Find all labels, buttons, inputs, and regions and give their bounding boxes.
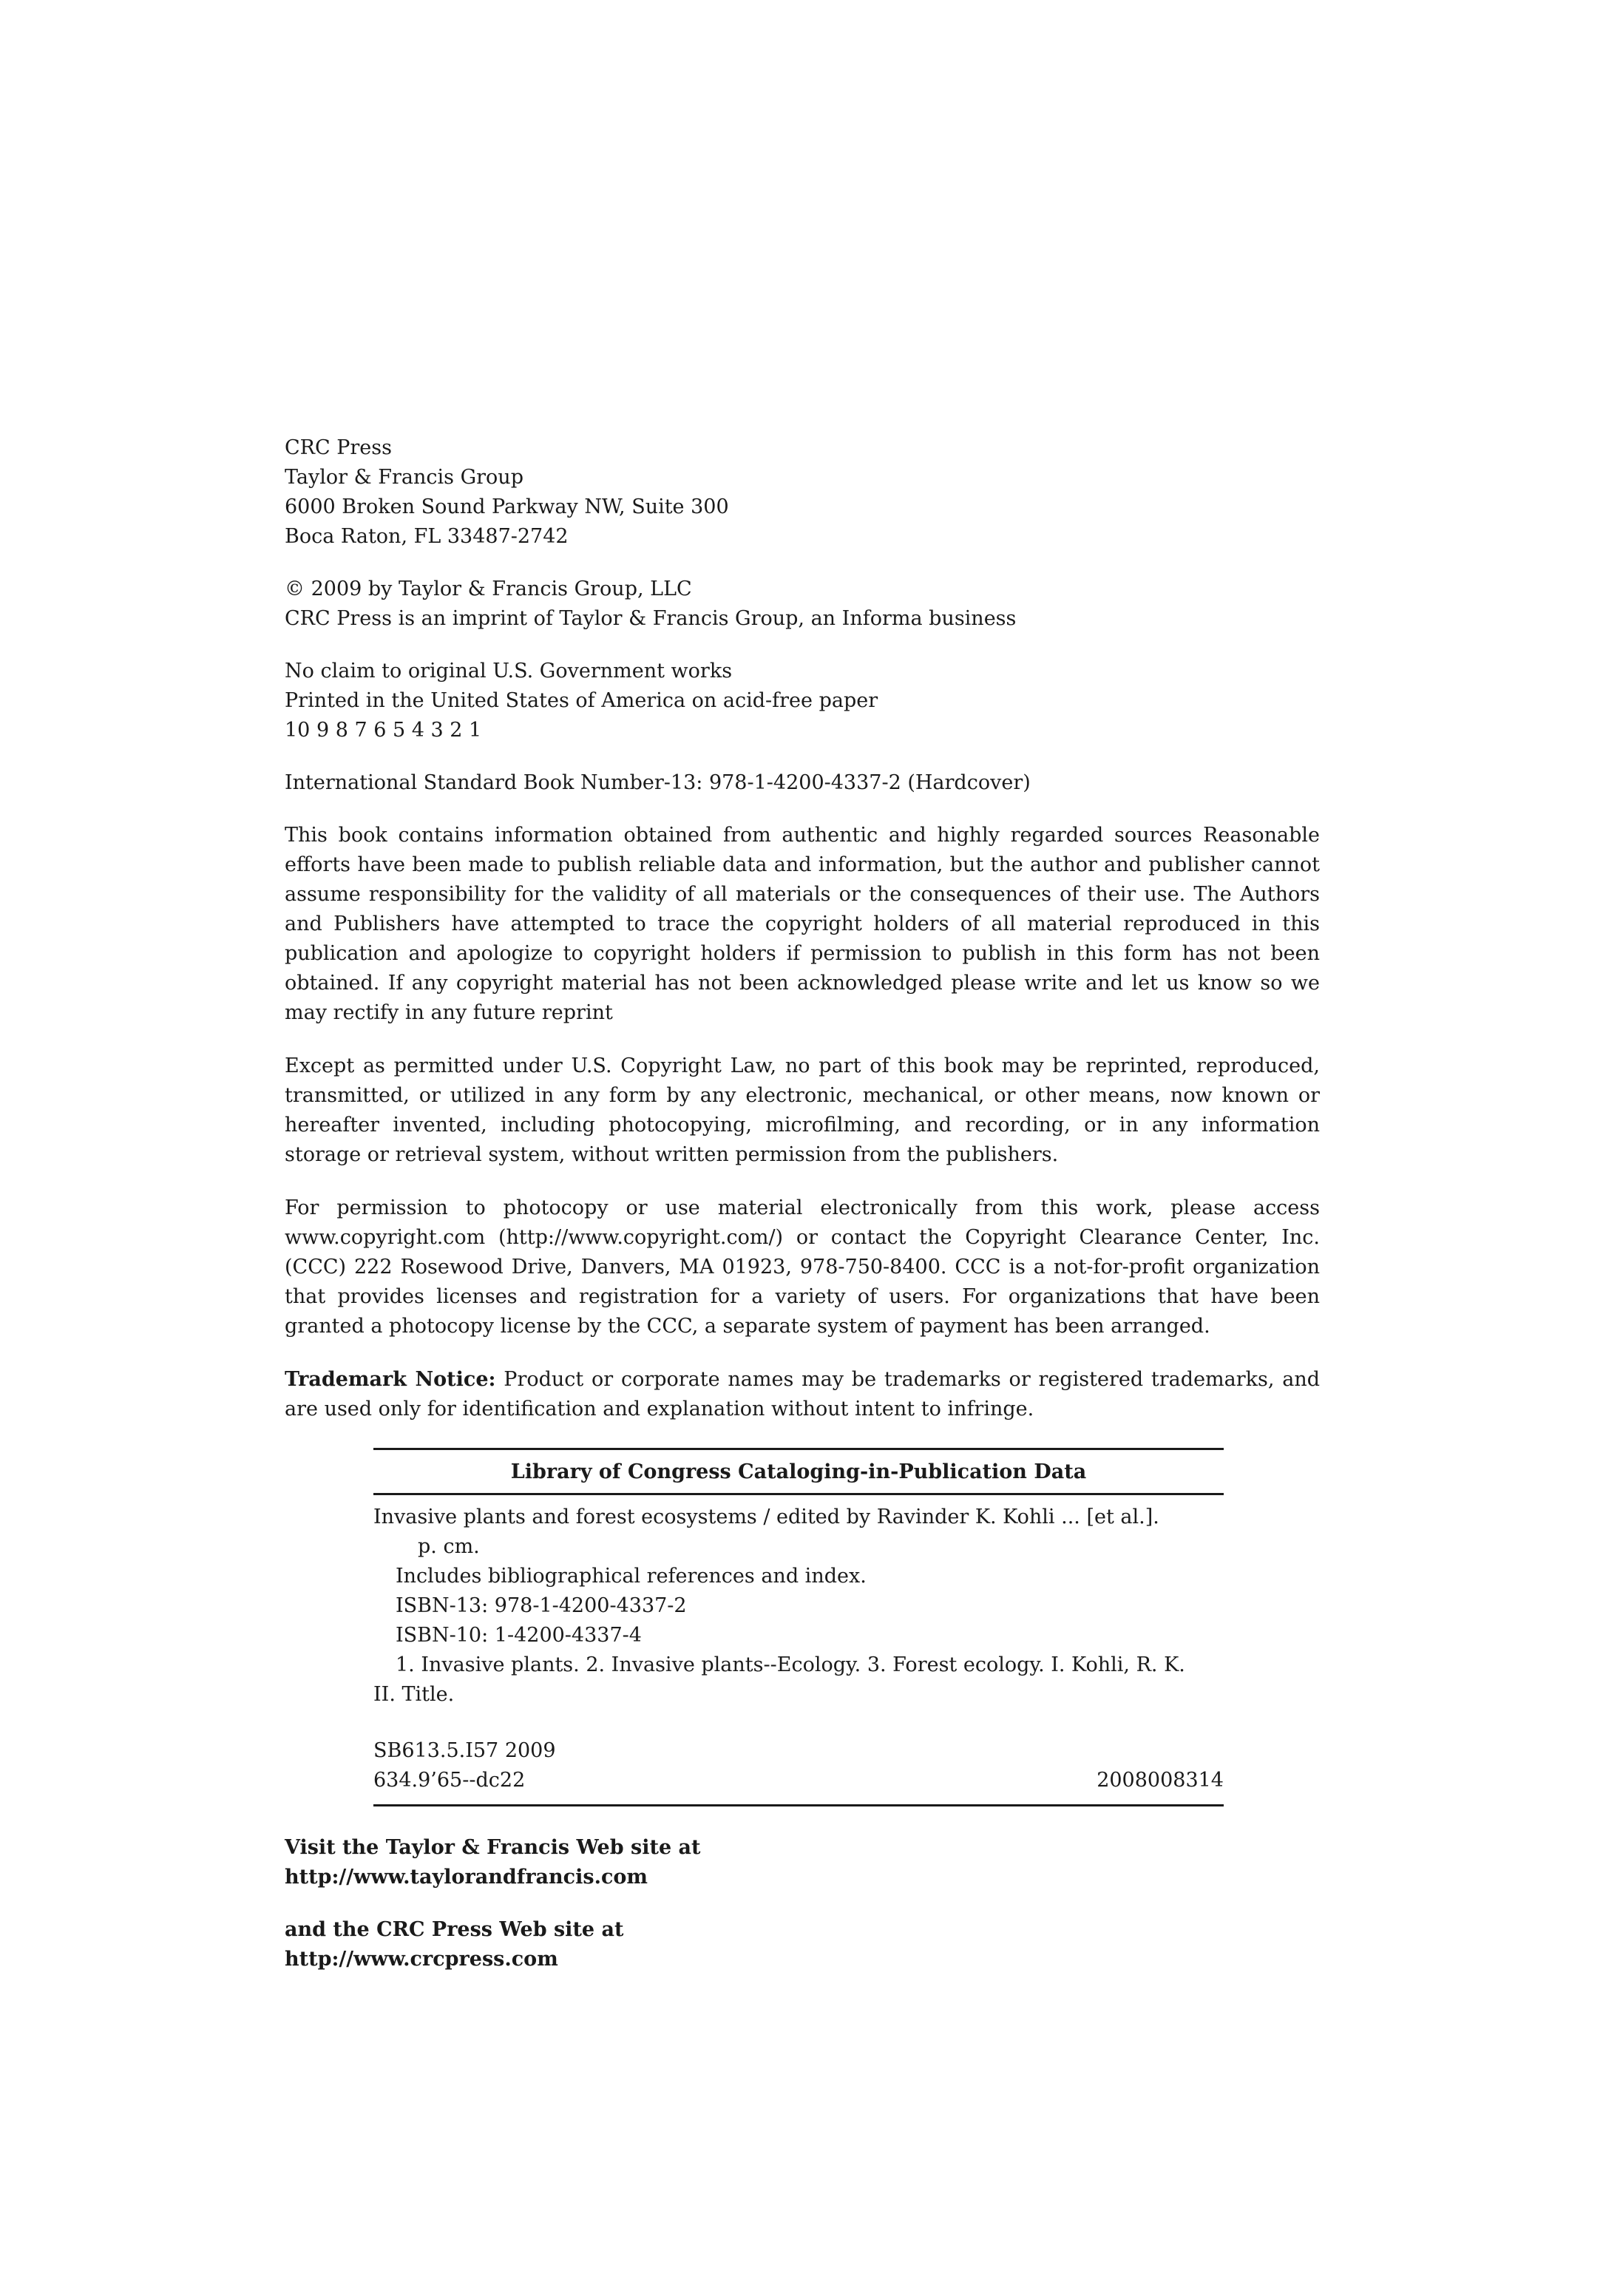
permission-paragraph: For permission to photocopy or use material electronically from this work, please access www.copyright.com (http://www.copyright.com/) or contact the Copyright Clearance Center, Inc. (CCC) 222 Rosewood Drive, Danvers, MA 01923, 978-750-8400. CCC is a not-for-profit organization that provides licenses and registration for a variety of users. For organizations that have been granted a photocopy license by the CCC, a separate system of payment has been arranged. — [285, 1196, 1320, 1338]
cataloging-isbn10: ISBN-10: 1-4200-4337-4 — [396, 1624, 642, 1647]
crc-web-url[interactable]: http://www.crcpress.com — [285, 1948, 558, 1971]
cataloging-subjects-cont: II. Title. — [373, 1683, 455, 1706]
trademark-label: Trademark Notice: — [285, 1368, 496, 1391]
cataloging-isbn13: ISBN-13: 978-1-4200-4337-2 — [396, 1594, 687, 1617]
publisher-name: CRC Press — [285, 436, 392, 459]
cataloging-entry: Invasive plants and forest ecosystems / edited by Ravinder K. Kohli ... [et al.]. — [373, 1506, 1159, 1528]
imprint-line: CRC Press is an imprint of Taylor & Francis Group, an Informa business — [285, 607, 1017, 630]
copyright-notice — [285, 575, 1320, 634]
printing-info — [285, 657, 1320, 745]
tf-web-label: Visit the Taylor & Francis Web site at — [285, 1836, 701, 1859]
cataloging-dewey-row — [373, 1766, 1224, 1795]
publisher-address-line1: 6000 Broken Sound Parkway NW, Suite 300 — [285, 495, 729, 518]
crc-web-label: and the CRC Press Web site at — [285, 1918, 624, 1941]
cataloging-bottom-rule — [373, 1804, 1224, 1806]
copyright-line: © 2009 by Taylor & Francis Group, LLC — [285, 578, 692, 600]
page-content — [285, 433, 1320, 1997]
trademark-paragraph — [285, 1365, 1320, 1424]
cataloging-includes: Includes bibliographical references and index. — [396, 1565, 867, 1588]
cataloging-dewey: 634.9’65--dc22 — [373, 1769, 526, 1792]
cataloging-subjects: 1. Invasive plants. 2. Invasive plants--Ecology. 3. Forest ecology. I. Kohli, R. K. — [396, 1653, 1185, 1676]
tf-web-url[interactable]: http://www.taylorandfrancis.com — [285, 1866, 648, 1889]
print-run-numbers: 10 9 8 7 6 5 4 3 2 1 — [285, 719, 482, 742]
government-works-line: No claim to original U.S. Government works — [285, 660, 733, 683]
cataloging-title: Library of Congress Cataloging-in-Publication Data — [510, 1460, 1087, 1483]
cataloging-data-block — [373, 1448, 1224, 1806]
cataloging-lccn: 2008008314 — [1097, 1769, 1224, 1792]
isbn-line: International Standard Book Number-13: 978-1-4200-4337-2 (Hardcover) — [285, 771, 1031, 794]
publisher-group: Taylor & Francis Group — [285, 466, 523, 489]
isbn-block — [285, 768, 1320, 798]
crc-web-block — [285, 1915, 1320, 1974]
publisher-address-line2: Boca Raton, FL 33487-2742 — [285, 525, 569, 548]
publisher-address — [285, 433, 1320, 552]
copyright-law-paragraph: Except as permitted under U.S. Copyright Law, no part of this book may be reprinted, reproduced, transmitted, or utilized in any form by any electronic, mechanical, or other means, now known or hereafter invented, including photocopying, microfilming, and recording, or in any information storage or retrieval system, without written permission from the publishers. — [285, 1054, 1320, 1166]
disclaimer-paragraph: This book contains information obtained from authentic and highly regarded sources Reasonable efforts have been made to publish reliable data and information, but the author and publisher cannot assume responsibility for the validity of all materials or the consequences of their use. The Authors and Publishers have attempted to trace the copyright holders of all material reproduced in this publication and apologize to copyright holders if permission to publish in this form has not been obtained. If any copyright material has not been acknowledged please write and let us know so we may rectify in any future reprint — [285, 824, 1320, 1024]
web-links — [285, 1833, 1320, 1974]
cataloging-gap — [373, 1710, 1224, 1736]
tf-web-block — [285, 1833, 1320, 1892]
cataloging-pcm: p. cm. — [418, 1535, 480, 1558]
printed-in-line: Printed in the United States of America on acid-free paper — [285, 689, 878, 712]
cataloging-call-number: SB613.5.I57 2009 — [373, 1739, 556, 1762]
trademark-text: Product or corporate names may be trademarks or registered trademarks, and are used only for identification and explanation without intent to infringe. — [285, 1368, 1320, 1420]
cataloging-body — [373, 1495, 1224, 1804]
